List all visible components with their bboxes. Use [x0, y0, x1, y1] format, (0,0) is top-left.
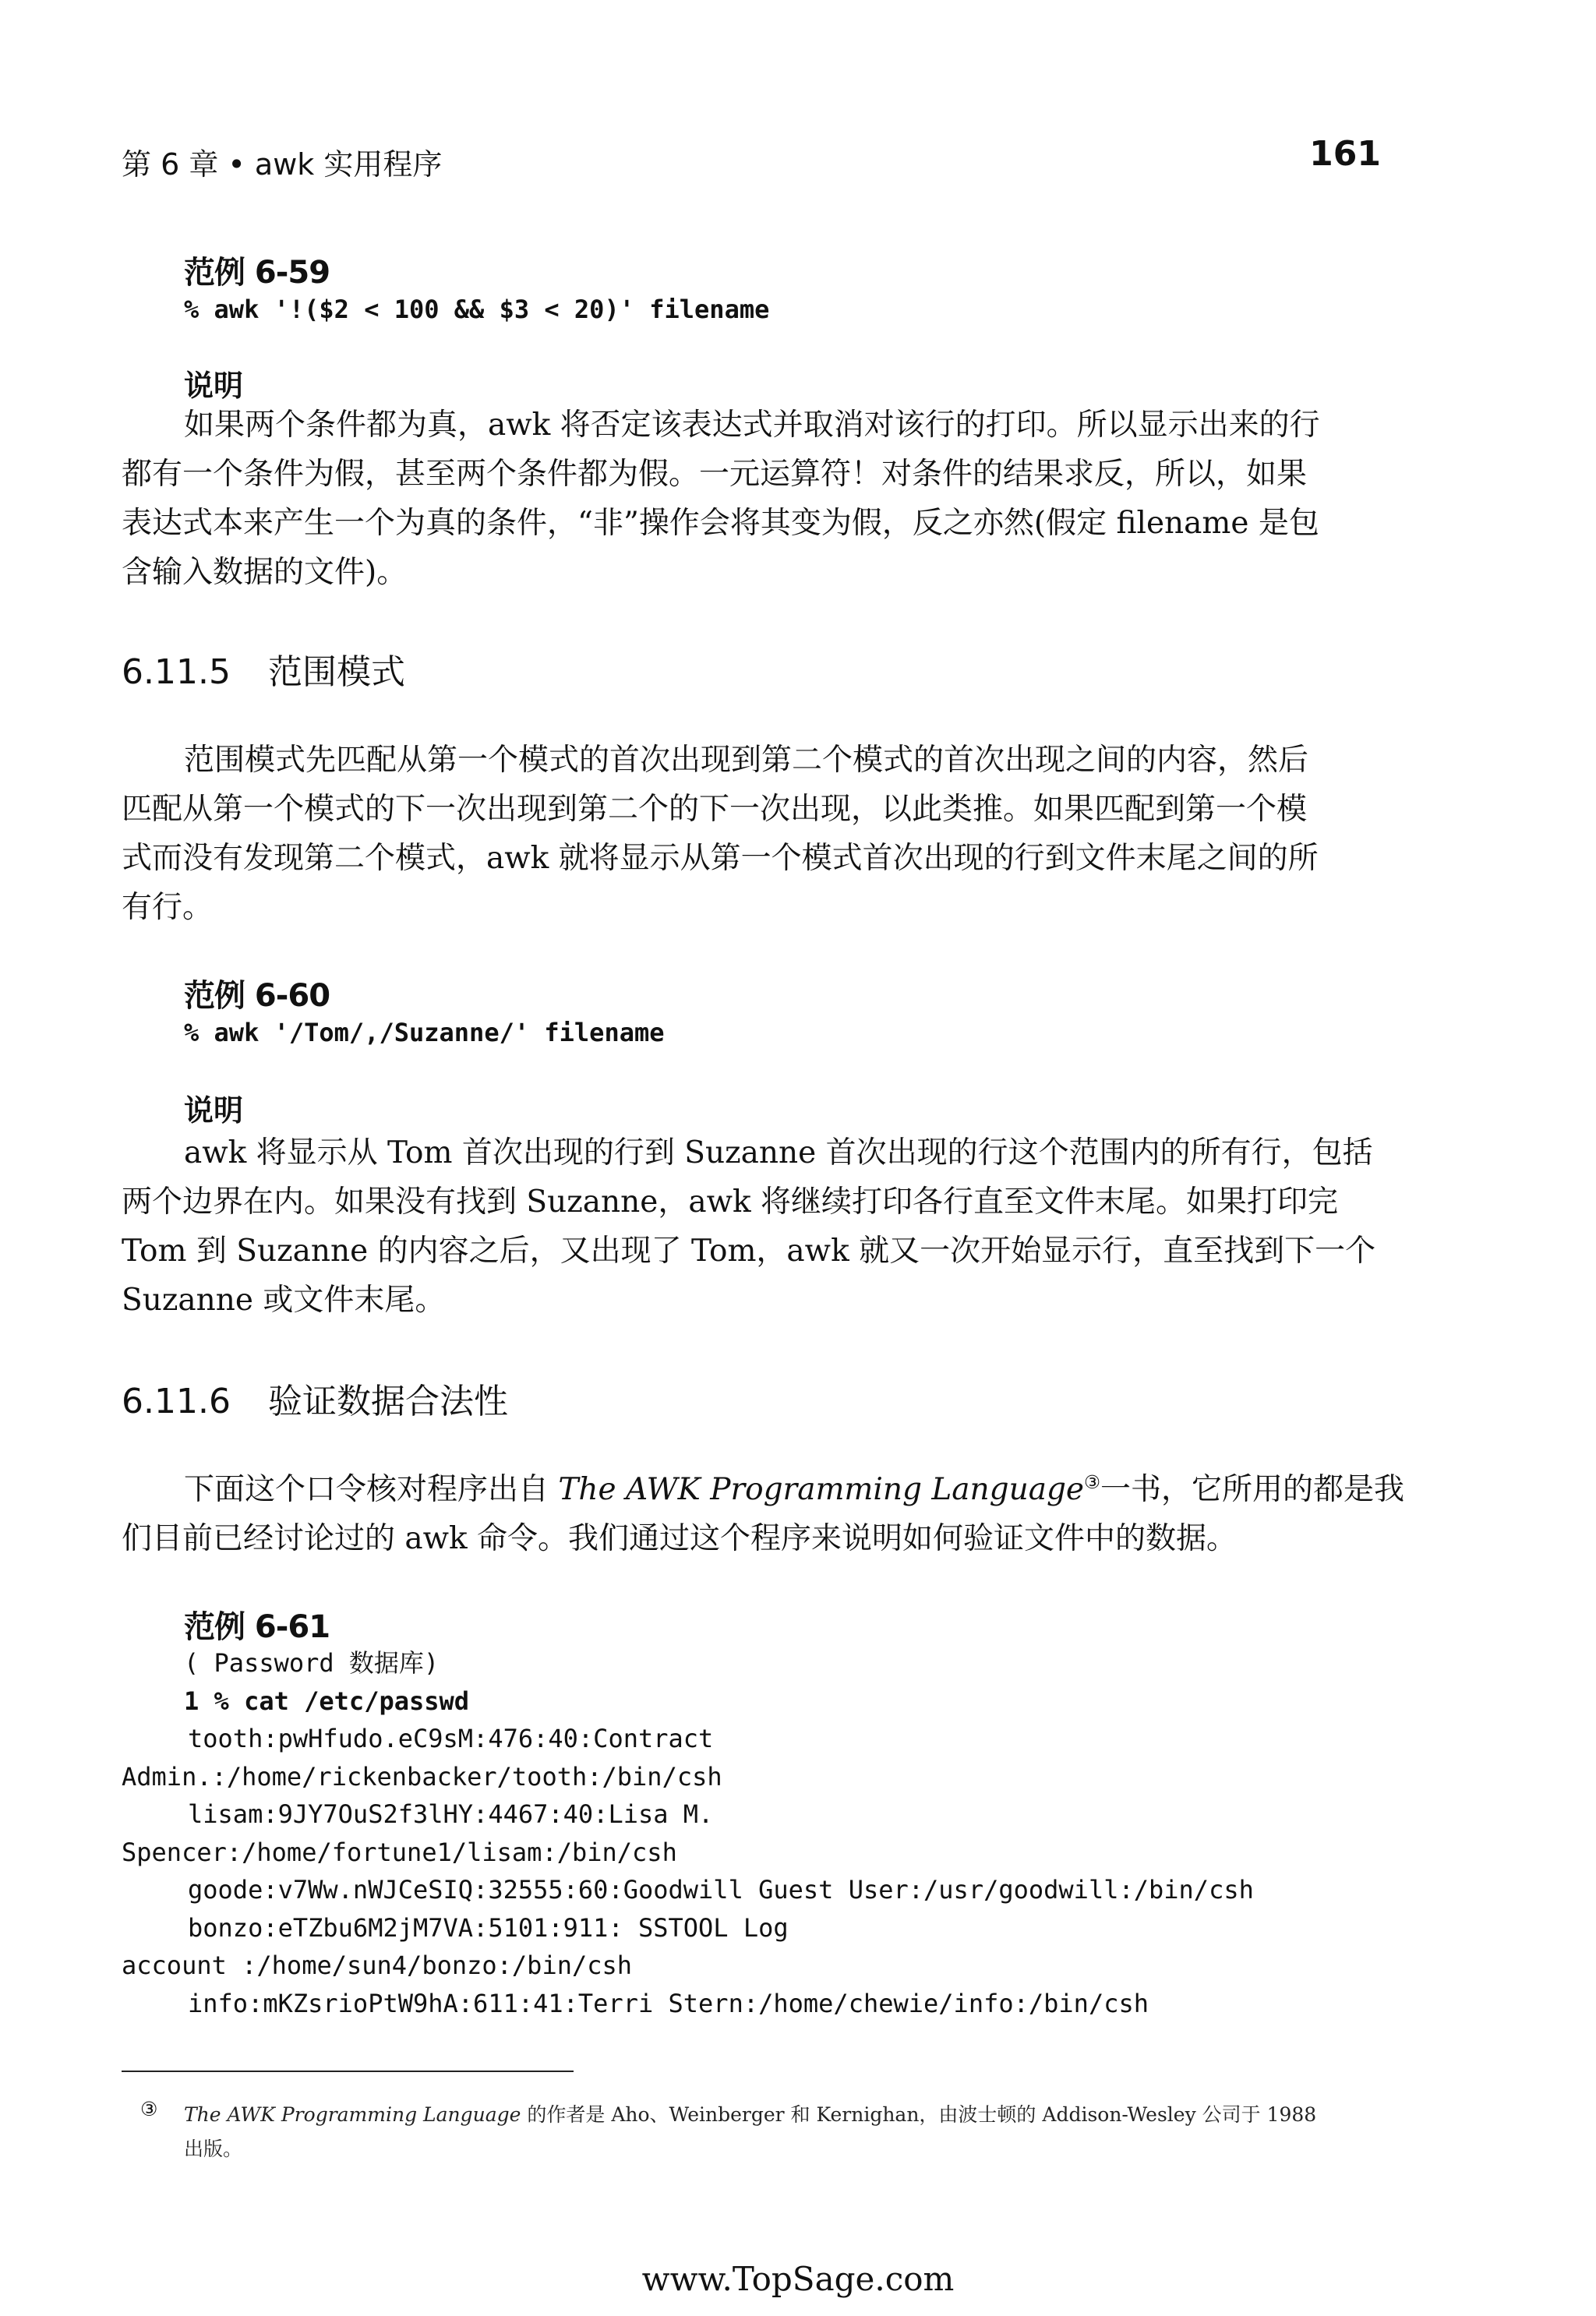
code-line: account :/home/sun4/bonzo:/bin/csh: [122, 1951, 633, 1980]
paragraph-line: 匹配从第一个模式的下一次出现到第二个的下一次出现，以此类推。如果匹配到第一个模: [122, 792, 1308, 827]
running-header-chapter: 第 6 章 • awk 实用程序: [122, 147, 443, 182]
page-number: 161: [1309, 134, 1381, 174]
code-line: goode:v7Ww.nWJCeSIQ:32555:60:Goodwill Guest User:/usr/goodwill:/bin/csh: [188, 1875, 1254, 1905]
paragraph-line: 范围模式先匹配从第一个模式的首次出现到第二个模式的首次出现之间的内容，然后: [184, 743, 1309, 778]
paragraph-line: [122, 1465, 1405, 1514]
footer-url: www.TopSage.com: [641, 2260, 955, 2298]
footnote: [184, 2098, 1316, 2166]
example-6-61-title: 范例 6-61: [184, 1609, 330, 1645]
paragraph-line: 如果两个条件都为真，awk 将否定该表达式并取消对该行的打印。所以显示出来的行: [184, 408, 1320, 443]
text-run: 一书，它所用的都是我: [1100, 1472, 1405, 1507]
text-run: 下面这个口令核对程序出自: [184, 1472, 559, 1507]
example-6-59-code: % awk '!($2 < 100 && $3 < 20)' filename: [184, 295, 770, 324]
example-6-59-explanation: [122, 401, 1384, 597]
section-6-11-5-paragraph: [122, 736, 1384, 932]
section-heading-6-11-5: [122, 644, 405, 694]
section-heading-6-11-6: [122, 1373, 508, 1423]
paragraph-line: 含输入数据的文件)。: [122, 555, 408, 590]
footnote-line: [184, 2098, 1316, 2132]
book-title: The AWK Programming Language: [558, 1472, 1085, 1507]
example-6-60-title: 范例 6-60: [184, 978, 330, 1014]
paragraph-line: 表达式本来产生一个为真的条件，“非”操作会将其变为假，反之亦然(假定 filename 是包: [122, 506, 1319, 541]
paragraph-line: 两个边界在内。如果没有找到 Suzanne，awk 将继续打印各行直至文件末尾。如果打印完: [122, 1184, 1339, 1220]
section-title: 范围模式: [267, 652, 405, 692]
code-line: Admin.:/home/rickenbacker/tooth:/bin/csh: [122, 1761, 722, 1792]
footnote-line: 出版。: [184, 2138, 243, 2160]
example-6-59-title: 范例 6-59: [184, 255, 330, 291]
section-title: 验证数据合法性: [267, 1382, 508, 1421]
footnote-book-title: The AWK Programming Language: [184, 2103, 521, 2126]
example-6-60-code: % awk '/Tom/,/Suzanne/' filename: [184, 1018, 665, 1047]
paragraph-line: 有行。: [122, 890, 214, 925]
paragraph-line: 们目前已经讨论过的 awk 命令。我们通过这个程序来说明如何验证文件中的数据。: [122, 1521, 1238, 1556]
code-line: lisam:9JY7OuS2f3lHY:4467:40:Lisa M.: [188, 1799, 714, 1829]
paragraph-line: Tom 到 Suzanne 的内容之后，又出现了 Tom，awk 就又一次开始显示行，直至找到下一个: [122, 1234, 1376, 1269]
section-number: 6.11.5: [122, 652, 231, 692]
example-6-61-code-listing: [122, 1644, 1254, 2022]
section-number: 6.11.6: [122, 1382, 231, 1421]
paragraph-line: 都有一个条件为假，甚至两个条件都为假。一元运算符！对条件的结果求反，所以，如果: [122, 457, 1308, 492]
code-line: info:mKZsrioPtW9hA:611:41:Terri Stern:/home/chewie/info:/bin/csh: [188, 1988, 1149, 2018]
text-run: 的作者是 Aho、Weinberger 和 Kernighan，由波士顿的 Addison-Wesley 公司于 1988: [521, 2103, 1317, 2126]
footnote-rule: [122, 2071, 574, 2072]
code-line: tooth:pwHfudo.eC9sM:476:40:Contract: [188, 1724, 714, 1753]
code-line: Spencer:/home/fortune1/lisam:/bin/csh: [122, 1837, 677, 1867]
footnote-reference: ③: [1084, 1471, 1100, 1493]
code-line: bonzo:eTZbu6M2jM7VA:5101:911: SSTOOL Log: [188, 1912, 789, 1943]
paragraph-line: awk 将显示从 Tom 首次出现的行到 Suzanne 首次出现的行这个范围内的所有行，包括: [184, 1135, 1373, 1170]
code-line: 1 % cat /etc/passwd: [184, 1686, 470, 1716]
code-line: ( Password 数据库): [184, 1648, 440, 1678]
section-6-11-6-paragraph: [122, 1465, 1405, 1563]
paragraph-line: 式而没有发现第二个模式，awk 就将显示从第一个模式首次出现的行到文件末尾之间的所: [122, 841, 1319, 876]
example-6-60-explanation: [122, 1128, 1384, 1325]
paragraph-line: Suzanne 或文件末尾。: [122, 1283, 446, 1318]
footnote-mark: ③: [140, 2098, 158, 2120]
example-6-59-note-label: 说明: [184, 369, 244, 403]
example-6-60-note-label: 说明: [184, 1093, 244, 1128]
